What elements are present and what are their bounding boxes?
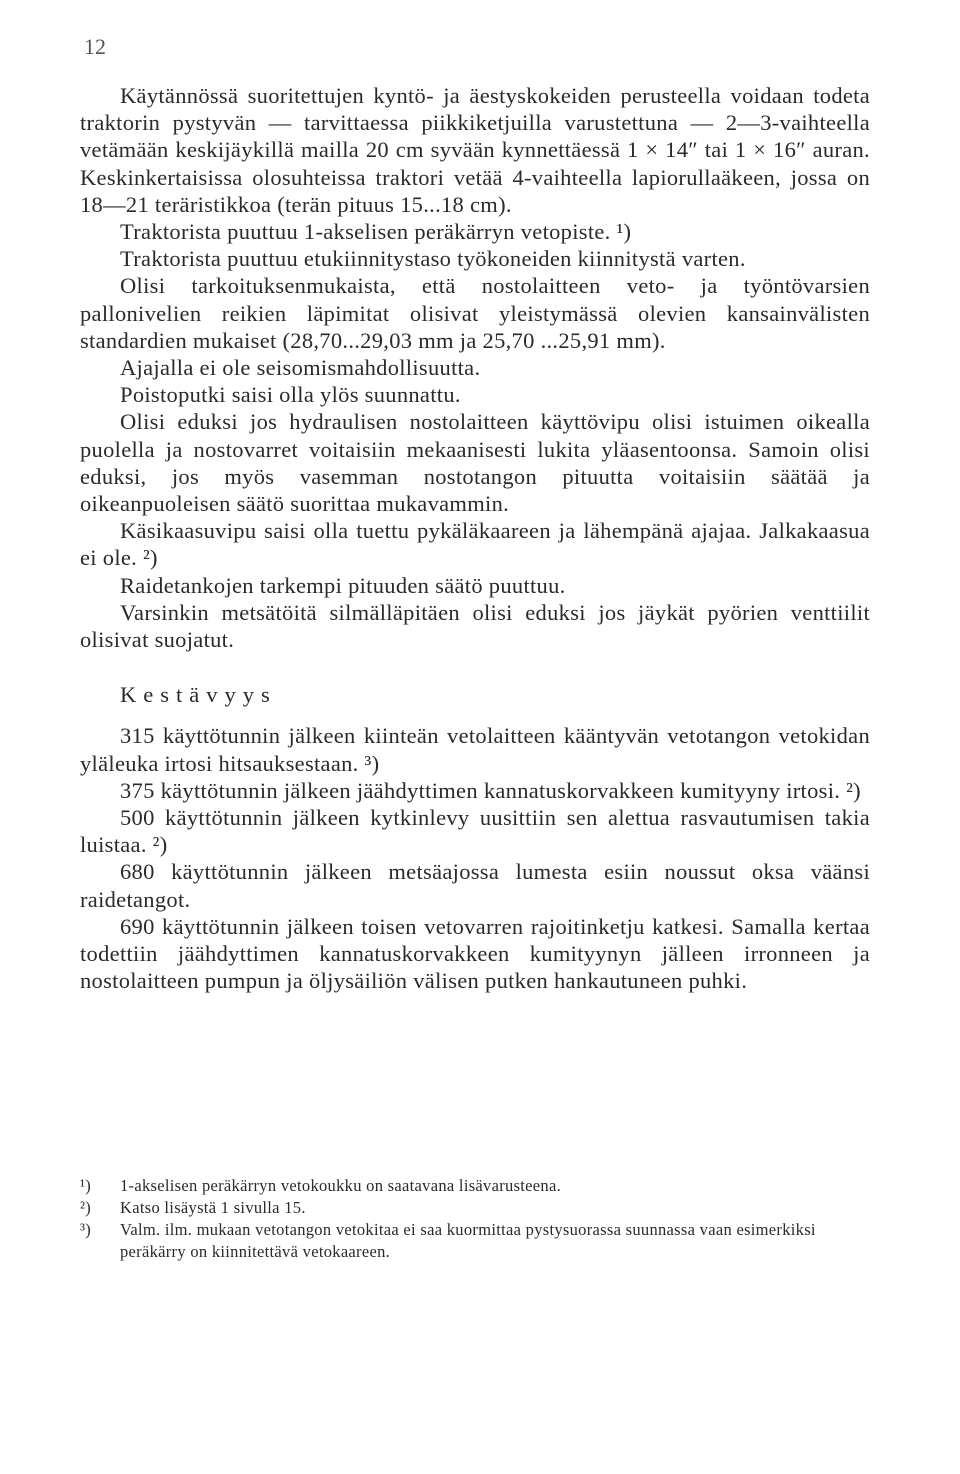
paragraph-front-mount: Traktorista puuttuu etukiinnitystaso työkoneiden kiinnitystä varten. <box>120 246 746 272</box>
page-number: 12 <box>84 34 106 59</box>
durability-entry: 500 käyttötunnin jälkeen kytkinlevy uusittiin sen alettua rasvautumisen takia luistaa. ²) <box>80 805 870 858</box>
footnote <box>80 1197 870 1219</box>
paragraph-hydraulic-lever: Olisi eduksi jos hydraulisen nostolaitteen käyttövipu olisi istuimen oikealla puolella ja nostovarret voitaisiin mekaanisesti lukita yläasentoonsa. Samoin olisi eduksi, jos myös vasemman nostotangon pituutta voitaisiin säätää ja oikeanpuoleisen säätö suorittaa mukavammin. <box>80 409 870 517</box>
main-text <box>80 82 870 995</box>
footnote-mark: ¹) <box>80 1176 92 1195</box>
footnotes <box>80 1175 870 1263</box>
paragraph-hitch-point: Traktorista puuttuu 1-akselisen peräkärryn vetopiste. ¹) <box>120 219 632 245</box>
paragraph-plowing: Käytännössä suoritettujen kyntö- ja äestyskokeiden perusteella voidaan todeta traktorin pystyvän — tarvittaessa piikkiketjuilla varustettuna — 2—3-vaihteella vetämään keskijäykillä mailla 20 cm syvään kynnettäessä 1 × 14″ tai 1 × 16″ auran. Keskinkertaisissa olosuhteissa traktori vetää 4-vaihteella lapiorullaäkeen, jossa on 18—21 teräristikkoa (terän pituus 15...18 cm). <box>80 83 870 217</box>
footnote-text: Katso lisäystä 1 sivulla 15. <box>120 1198 306 1217</box>
footnote <box>80 1175 870 1197</box>
durability-entry: 375 käyttötunnin jälkeen jäähdyttimen kannatuskorvakkeen kumityyny irtosi. ²) <box>120 777 861 803</box>
paragraph-ball-joints: Olisi tarkoituksenmukaista, että nostolaitteen veto- ja työntövarsien pallonivelien reikien läpimitat olisivat yleistymässä olevien kansainvälisten standardien mukaiset (28,70...29,03 mm ja 25,70 ...25,91 mm). <box>80 273 870 353</box>
footnote <box>80 1219 870 1263</box>
paragraph-throttle: Käsikaasuvipu saisi olla tuettu pykäläkaareen ja lähempänä ajajaa. Jalkakaasua ei ole. ²) <box>80 518 870 571</box>
paragraph-tie-rods: Raidetankojen tarkempi pituuden säätö puuttuu. <box>120 572 566 598</box>
durability-entry: 315 käyttötunnin jälkeen kiinteän vetolaitteen kääntyvän vetotangon vetokidan yläleuka irtosi hitsauksestaan. ³) <box>80 723 870 776</box>
paragraph-valves: Varsinkin metsätöitä silmälläpitäen olisi eduksi jos jäykät pyörien venttiilit olisivat suojatut. <box>80 599 870 653</box>
durability-entry: 690 käyttötunnin jälkeen toisen vetovarren rajoitinketju katkesi. Samalla kertaa todettiin jäähdyttimen kannatuskorvakkeen kumityynyn jälleen irronneen ja nostolaitteen pumpun ja öljysäiliön välisen putken hankautuneen puhki. <box>80 913 870 994</box>
footnote-mark: ³) <box>80 1220 92 1239</box>
footnote-text: Valm. ilm. mukaan vetotangon vetokitaa ei saa kuormittaa pystysuorassa suunnassa vaan esimerkiksi peräkärry on kiinnitettävä vetokaareen. <box>120 1220 816 1261</box>
footnote-mark: ²) <box>80 1198 92 1217</box>
durability-entry: 680 käyttötunnin jälkeen metsäajossa lumesta esiin noussut oksa väänsi raidetangot. <box>80 859 870 912</box>
paragraph-standing: Ajajalla ei ole seisomismahdollisuutta. <box>120 355 481 381</box>
section-heading-durability: Kestävyys <box>120 682 277 708</box>
paragraph-exhaust: Poistoputki saisi olla ylös suunnattu. <box>120 382 461 408</box>
footnote-text: 1-akselisen peräkärryn vetokoukku on saatavana lisävarusteena. <box>120 1176 562 1195</box>
